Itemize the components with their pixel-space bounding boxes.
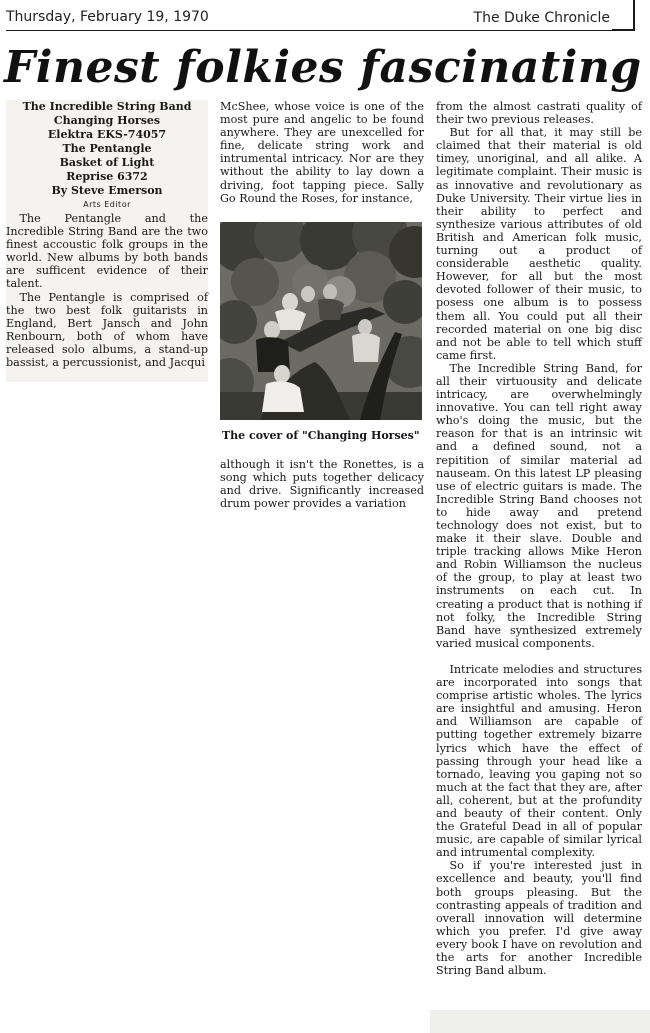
credit-line: Basket of Light — [59, 156, 155, 169]
issue-date: Thursday, February 19, 1970 — [6, 9, 209, 25]
paragraph: from the almost castrati quality of their two previous releases. — [436, 100, 642, 127]
credit-line: Elektra EKS-74057 — [47, 128, 167, 141]
newspaper-name: The Duke Chronicle — [473, 10, 610, 26]
headline: Finest folkies fascinating — [4, 42, 642, 93]
credit-line: Reprise 6372 — [66, 170, 148, 183]
page-shade — [430, 1010, 650, 1033]
article-column-2-bottom — [220, 458, 424, 510]
paragraph: The Pentangle and the Incredible String Band are the two finest accoustic folk groups in the world. New albums by both bands are sufficent evidence of their talent. — [6, 212, 208, 291]
paragraph: McShee, whose voice is one of the most pure and angelic to be found anywhere. They are unexcelled for fine, delicate string work and intrumental intricacy. Nor are they without the ability to lay down a driving, foot tapping piece. Sally Go Round the Roses, for instance, — [220, 100, 424, 205]
article-column-1 — [6, 100, 208, 382]
album-credits — [6, 100, 208, 198]
paragraph: Intricate melodies and structures are incorporated into songs that comprise artistic wholes. The lyrics are insightful and amusing. Heron and Williamson are capable of putting together extremely bizarre lyrics which have the effect of passing through your head like a tornado, leaving you gaping not so much at the fact that they are, after all, coherent, but at the profundity and beauty of their content. Only the Grateful Dead in all of popular music, are capable of similar lyrical and intrumental complexity. — [436, 662, 642, 860]
corner-rule-horizontal — [612, 29, 635, 31]
album-cover-photo — [220, 222, 422, 420]
paragraph: But for all that, it may still be claimed that their material is old timey, unoriginal, and all alike. A legitimate complaint. Their music is as innovative and revolutionary as Duke University. Their virtue lies in their ability to perfect and synthesize various attributes of old British and American folk music, turning out a product of considerable aesthetic quality. However, for all but the most devoted follower of their music, to posess one album is to possess them all. You could put all their recorded material on one big disc and not be able to tell which stuff came first. — [436, 126, 642, 362]
album-cover-illustration — [220, 222, 422, 420]
credit-line: The Pentangle — [62, 142, 152, 155]
masthead — [6, 8, 612, 31]
paragraph: So if you're interested just in excellence and beauty, you'll find both groups pleasing. But the contrasting appeals of tradition and overall innovation will determine which you prefer. I'd give away every book I have on revolution and the arts for another Incredible String Band album. — [436, 859, 642, 978]
paragraph: The Incredible String Band, for all their virtuousity and delicate intricacy, are overwhelmingly innovative. You can tell right away who's doing the music, but the reason for that is an intrinsic wit and a defined sound, not a repitition of similar material ad nauseam. On this latest LP pleasing use of electric guitars is made. The Incredible String Band chooses not to hide away and pretend technology does not exist, but to make it their slave. Double and triple tracking allows Mike Heron and Robin Williamson the nucleus of the group, to play at least two instruments on each cut. In creating a product that is nothing if not folky, the Incredible String Band have synthesized extremely varied musical components. — [436, 361, 642, 650]
paragraph: although it isn't the Ronettes, is a song which puts together delicacy and drive. Significantly increased drum power provides a variation — [220, 458, 424, 511]
photo-caption: The cover of "Changing Horses" — [222, 429, 420, 442]
article-column-3 — [436, 100, 642, 977]
credit-line: Changing Horses — [53, 114, 161, 127]
credit-line: The Incredible String Band — [22, 100, 192, 113]
paragraph: The Pentangle is comprised of the two best folk guitarists in England, Bert Jansch and John Renbourn, both of whom have released solo albums, a stand-up bassist, a percussionist, and Jacqui — [6, 290, 208, 370]
byline: By Steve Emerson — [51, 184, 163, 197]
paragraph-gap — [436, 650, 642, 663]
corner-rule — [633, 0, 635, 31]
article-column-2-top — [220, 100, 424, 205]
byline-role: Arts Editor — [83, 200, 131, 209]
